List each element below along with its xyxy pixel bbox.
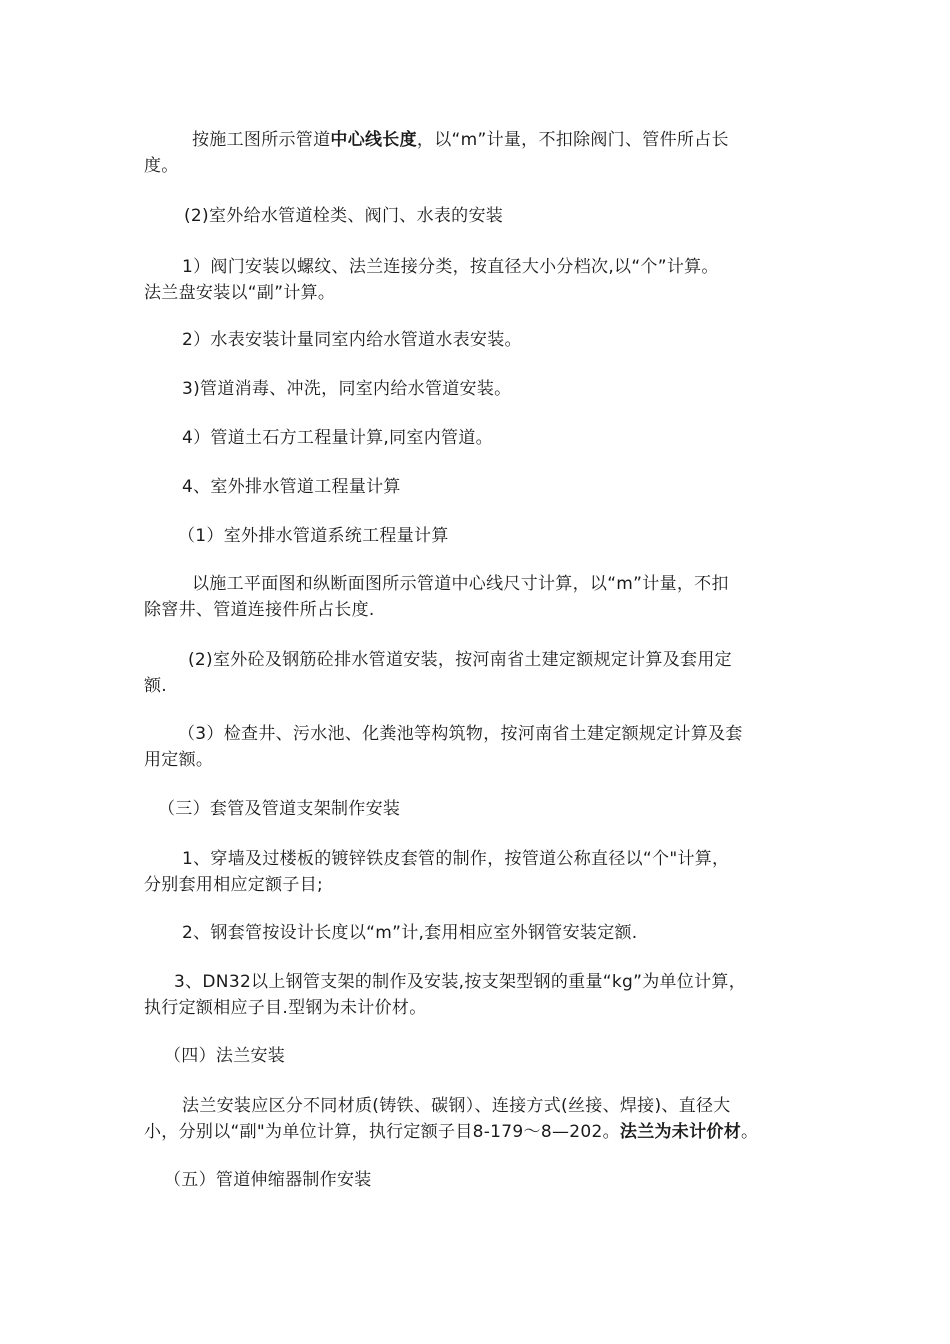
paragraph-drainage-length: 以施工平面图和纵断面图所示管道中心线尺寸计算，以“m”计量，不扣 除窨井、管道连接件所占长度. bbox=[144, 574, 729, 620]
paragraph-inspection-wells: （3）检查井、污水池、化粪池等构筑物，按河南省土建定额规定计算及套 用定额。 bbox=[144, 724, 743, 770]
paragraph-disinfection: 3)管道消毒、冲洗，同室内给水管道安装。 bbox=[182, 379, 512, 399]
heading-outdoor-water-valves: (2)室外给水管道栓类、阀门、水表的安装 bbox=[184, 206, 504, 226]
paragraph-earthwork: 4）管道土石方工程量计算,同室内管道。 bbox=[182, 428, 493, 448]
paragraph-steel-sleeves: 2、钢套管按设计长度以“m”计,套用相应室外钢管安装定额. bbox=[182, 923, 638, 943]
heading-drainage-system: （1）室外排水管道系统工程量计算 bbox=[178, 526, 449, 546]
bold-emphasis: 中心线长度 bbox=[330, 130, 417, 150]
paragraph-flange: 法兰安装应区分不同材质(铸铁、碳钢）、连接方式(丝接、焊接)、直径大 小，分别以“副"为单位计算，执行定额子目8-179～8—202。法兰为未计价材。 bbox=[144, 1096, 759, 1142]
heading-sleeves-supports: （三）套管及管道支架制作安装 bbox=[158, 799, 401, 819]
heading-outdoor-drainage: 4、室外排水管道工程量计算 bbox=[182, 477, 401, 497]
paragraph-concrete-pipe: (2)室外砼及钢筋砼排水管道安装，按河南省土建定额规定计算及套用定 额. bbox=[144, 650, 732, 696]
text-line: 按施工图所示管道中心线长度，以“m”计量，不扣除阀门、管件所占长 bbox=[192, 130, 729, 150]
text-line: 度。 bbox=[144, 156, 179, 176]
paragraph-supports: 3、DN32以上钢管支架的制作及安装,按支架型钢的重量“kg”为单位计算， 执行定额相应子目.型钢为未计价材。 bbox=[144, 972, 747, 1018]
heading-flange-install: （四）法兰安装 bbox=[164, 1046, 286, 1066]
paragraph-sleeves: 1、穿墙及过楼板的镀锌铁皮套管的制作，按管道公称直径以“个"计算， 分别套用相应定额子目; bbox=[144, 849, 730, 895]
paragraph-water-meter: 2）水表安装计量同室内给水管道水表安装。 bbox=[182, 330, 522, 350]
bold-emphasis: 法兰为未计价材 bbox=[619, 1122, 741, 1142]
heading-expansion-joints: （五）管道伸缩器制作安装 bbox=[164, 1170, 372, 1190]
paragraph-pipe-length bbox=[144, 127, 814, 179]
paragraph-valve-install: 1）阀门安装以螺纹、法兰连接分类，按直径大小分档次,以“个”计算。 法兰盘安装以“副”计算。 bbox=[144, 257, 719, 303]
